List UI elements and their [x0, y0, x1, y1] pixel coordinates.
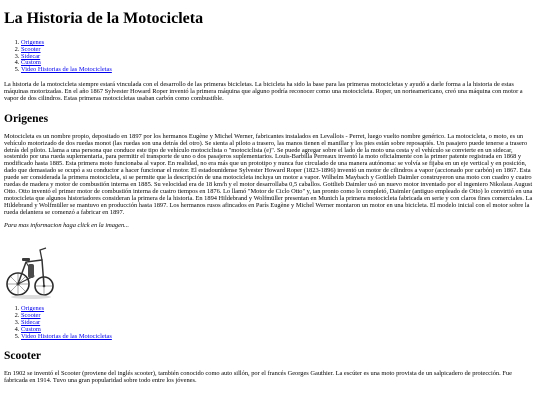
- image-caption: Para mas informacion haga click en la imagen...: [4, 221, 129, 229]
- section-heading-origenes: Origenes: [4, 112, 49, 125]
- origenes-paragraph: Motocicleta es un nombre propio, depositado en 1897 por los hermanos Eugène y Michel Werner, fabricantes instalados en Levallois - Perret, luego vuelto nombre genérico. La motocicleta, o moto, es un vehículo motorizado de dos ruedas monot (las ruedas son una detrás del otro). Se sienta al piloto a trasero, las manos tienen el manillar y los pies están sobre reposapiés. Un pasajero puede tenerse a trasero detrás del piloto. Llama a una persona que conduce este tipo de vehículo motociclista o "motociclista (e)". Se puede agregar sobre el lado de la moto una cesta y el vehículo se convierte en un sidecar, sostenido por una rueda suplementaria, para permitir el transporte de uno o dos pasajeros suplementarios. Louis-Barbilla Perreaux inventó la moto oficialmente con la primer patente registrada en 1868 y modificado hasta 1885. Esta primera moto funcionaba al vapor. En realidad, no era más que un prototipo y nunca fue circulado de una manera autónoma: se volvía se fijaba en un eje vertical y en posición, dado que demasiado se ocupó a su conductor a hacer funcionar el motor. El estadounidense Sylvester Howard Roper (1823-1896) inventó un motor de cilindros a vapor (accionado por carbón) en 1867. Esta puede ser considerada la primera motocicleta, si se permite que la descripción de una motocicleta incluya un motor a vapor. Wilhelm Maybach y Gottlieb Daimler construyeron una moto con cuadro y cuatro ruedas de madera y motor de combustión interna en 1885. Su velocidad era de 18 km/h y el motor desarrollaba 0,5 caballos. Gottlieb Daimler usó un nuevo motor inventado por el ingeniero Nikolaus August Otto. Otto inventó el primer motor de combustión interna de cuatro tiempos en 1876. Lo llamó "Motor de Ciclo Otto" y, tan pronto como lo completó, Daimler (antiguo empleado de Otto) lo convirtió en una motocicleta que algunos historiadores consideran la primera de la historia. En 1894 Hildebrand y Wolfmüller presentan en Munich la primera motocicleta fabricada en serie y con claros fines comerciales. La Hildebrand y Wolfmüller se mantuvo en producción hasta 1897. Los hermanos rusos afincados en París Eugène y Michel Werner montaron un motor en una bicicleta. El modelo inicial con el motor sobre la rueda delantera se comenzó a fabricar en 1897.: [4, 132, 533, 216]
- toc-link-custom[interactable]: Custom: [21, 59, 41, 67]
- toc-link-origenes[interactable]: Origenes: [21, 39, 45, 46]
- steam-velocipede-image-link[interactable]: [4, 232, 54, 302]
- page-title: La Historia de la Motocicleta: [4, 10, 204, 27]
- intro-paragraph: La historia de la motocicleta siempre estará vinculada con el desarrollo de las primeras bicicletas. La bicicleta ha sido la base para las primeras motocicletas y ayudó a darle forma a la historia de estas máquinas motorizadas. En el año 1867 Sylvester Howard Roper inventó la primera máquina que alguno podría reconocer como una motocicleta. Roper, un norteamericano, creó una máquina con motor a vapor de dos cilindros. Estas primeras motocicletas usaban carbón como combustible.: [4, 80, 523, 102]
- section-heading-scooter: Scooter: [4, 350, 42, 363]
- scooter-paragraph: En 1902 se inventó el Scooter (proviene del inglés scooter), también conocido como auto sillón, por el francés Georges Gauthier. La escúter es una moto provista de un salpicadero de protección. Fue fabricada en 1914. Tuvo una gran popularidad sobre todo entre los jóvenes.: [4, 370, 512, 385]
- toc-link-scooter[interactable]: Scooter: [21, 45, 41, 53]
- toc-item: [21, 306, 536, 313]
- toc-item: [21, 67, 536, 74]
- toc-item: [21, 313, 536, 320]
- toc-link-custom[interactable]: Custom: [21, 325, 41, 333]
- toc-link-sidecar[interactable]: Sidecar: [21, 319, 41, 327]
- toc-item: [21, 40, 536, 47]
- steam-velocipede-icon: [4, 232, 54, 302]
- toc-item: [21, 47, 536, 54]
- toc-item: [21, 320, 536, 327]
- toc-link-video[interactable]: Video Historias de las Motocicletas: [21, 332, 112, 340]
- toc-link-origenes[interactable]: Origenes: [21, 305, 45, 313]
- document-page: [0, 10, 540, 385]
- toc-link-video[interactable]: Video Historias de las Motocicletas: [21, 66, 112, 74]
- toc-item: [21, 54, 536, 61]
- toc-item: [21, 334, 536, 341]
- table-of-contents-bottom: [4, 306, 536, 340]
- table-of-contents-top: [4, 40, 536, 74]
- toc-link-sidecar[interactable]: Sidecar: [21, 52, 41, 60]
- toc-link-scooter[interactable]: Scooter: [21, 312, 41, 320]
